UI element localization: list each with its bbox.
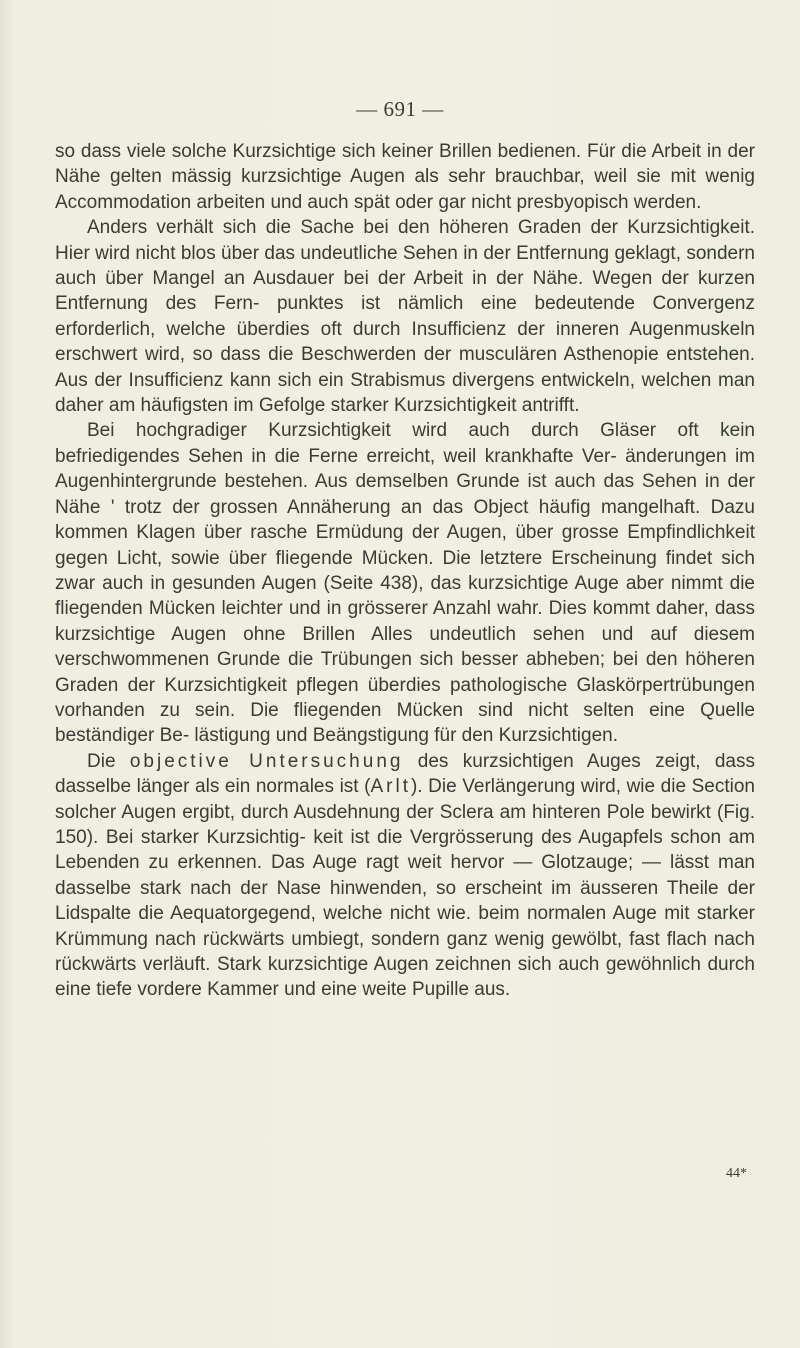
paragraph-text: des kurzsichtigen Auges zeigt, dass dasselbe länger als ein normales ist ( — [55, 750, 755, 798]
page-number-header: — 691 — — [356, 97, 444, 121]
spaced-emphasis: Arlt — [370, 776, 411, 798]
paragraph — [55, 139, 755, 215]
paragraph-text: ). Die Verlängerung wird, wie die Section solcher Augen ergibt, durch Ausdehnung der Sclera am hinteren Pole bewirkt (Fig. 150). Bei starker Kurzsichtig- keit ist die Vergrösserung des Augapfels schon am Lebenden zu erkennen. Das Auge ragt weit hervor — Glotzauge; — lässt man dasselbe stark nach der Nase hinwenden, so erscheint im äusseren Theile der Lidspalte die Aequatorgegend, welche nicht wie. beim normalen Auge mit starker Krümmung nach rückwärts umbiegt, sondern ganz wenig gewölbt, fast flach nach rückwärts verläuft. Stark kurzsichtige Augen zeichnen sich auch gewöhnlich durch eine tiefe vordere Kammer und eine weite Pupille aus. — [55, 776, 755, 1001]
paragraph-text: Bei hochgradiger Kurzsichtigkeit wird auch durch Gläser oft kein befriedigendes Sehen in die Ferne erreicht, weil krankhafte Ver- änderungen im Augenhintergrunde bestehen. Aus demselben Grunde ist auch das Sehen in der Nähe ' trotz der grossen Annäherung an das Object häufig mangelhaft. Dazu kommen Klagen über rasche Ermüdung der Augen, über grosse Empfindlichkeit gegen Licht, sowie über fliegende Mücken. Die letztere Erscheinung findet sich zwar auch in gesunden Augen (Seite 438), das kurzsichtige Auge aber nimmt die fliegenden Mücken leichter und in grösserer Anzahl wahr. Dies kommt daher, dass kurzsichtige Augen ohne Brillen Alles undeutlich sehen und auf diesem verschwommenen Grunde die Trübungen sich besser abheben; bei den höheren Graden der Kurzsichtigkeit pflegen überdies pathologische Glaskörpertrübungen vorhanden zu sein. Die fliegenden Mücken sind nicht selten eine Quelle beständiger Be- lästigung und Beängstigung für den Kurzsichtigen. — [55, 420, 755, 747]
paragraph — [55, 749, 755, 1003]
paragraph — [55, 418, 755, 748]
paragraph — [55, 215, 755, 418]
spaced-emphasis: objective Untersuchung — [129, 750, 404, 772]
paragraph-text: so dass viele solche Kurzsichtige sich keiner Brillen bedienen. Für die Arbeit in der Nähe gelten mässig kurzsichtige Augen als sehr brauchbar, weil sie mit wenig Accommodation arbeiten und auch spät oder gar nicht presbyopisch werden. — [55, 141, 755, 213]
body-text — [55, 139, 755, 1003]
paragraph-text: Die — [87, 750, 130, 772]
paragraph-text: Anders verhält sich die Sache bei den höheren Graden der Kurzsichtigkeit. Hier wird nicht blos über das undeutliche Sehen in der Entfernung geklagt, sondern auch über Mangel an Ausdauer bei der Arbeit in der Nähe. Wegen der kurzen Entfernung des Fern- punktes ist nämlich eine bedeutende Convergenz erforderlich, welche überdies oft durch Insufficienz der inneren Augenmuskeln erschwert wird, so dass die Beschwerden der musculären Asthenopie entstehen. Aus der Insufficienz kann sich ein Strabismus divergens entwickeln, welchen man daher am häufigsten im Gefolge starker Kurzsichtigkeit antrifft. — [55, 217, 755, 417]
signature-mark: 44* — [726, 1166, 747, 1181]
